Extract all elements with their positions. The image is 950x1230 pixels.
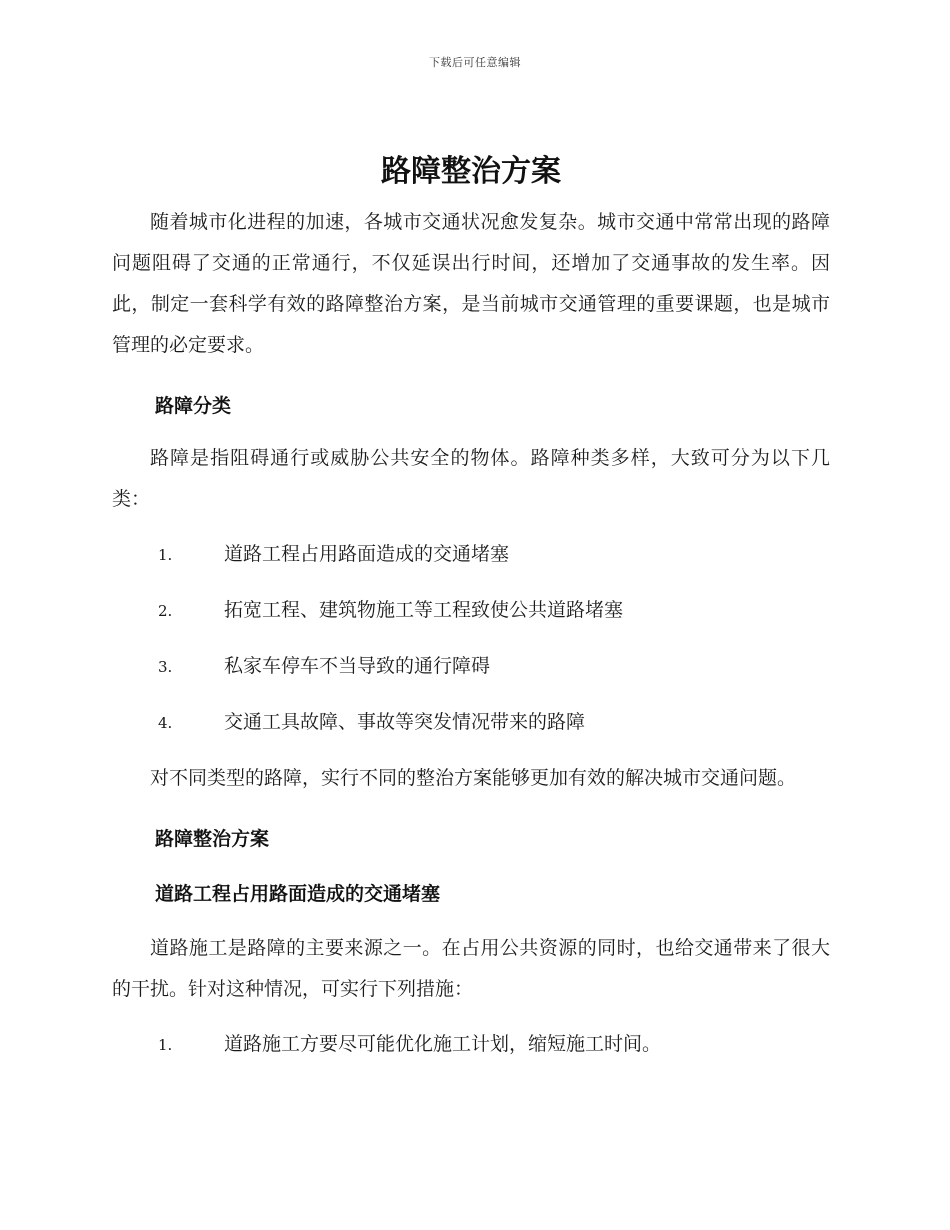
list-item-text: 私家车停车不当导致的通行障碍 xyxy=(224,655,491,677)
list-item-number: 4. xyxy=(158,714,173,732)
list-item-number: 1. xyxy=(158,546,173,564)
classification-paragraph: 路障是指阻碍通行或威胁公共安全的物体。路障种类多样，大致可分为以下几类： xyxy=(112,447,830,510)
list-item xyxy=(112,540,830,569)
list-item xyxy=(112,596,830,625)
classification-list xyxy=(112,540,830,737)
header-note: 下载后可任意编辑 xyxy=(429,56,521,69)
list-item xyxy=(112,1030,830,1059)
list-item-number: 1. xyxy=(158,1036,173,1054)
section-heading-remediation: 路障整治方案 xyxy=(155,828,270,850)
list-item xyxy=(112,708,830,737)
list-item-text: 交通工具故障、事故等突发情况带来的路障 xyxy=(224,711,586,733)
road-works-measures-list xyxy=(112,1030,830,1059)
intro-paragraph: 随着城市化进程的加速，各城市交通状况愈发复杂。城市交通中常常出现的路障问题阻碍了交通的正常通行，不仅延误出行时间，还增加了交通事故的发生率。因此，制定一套科学有效的路障整治方案，是当前城市交通管理的重要课题，也是城市管理的必定要求。 xyxy=(112,211,830,356)
list-item-text: 道路施工方要尽可能优化施工计划，缩短施工时间。 xyxy=(224,1033,662,1055)
classification-conclusion: 对不同类型的路障，实行不同的整治方案能够更加有效的解决城市交通问题。 xyxy=(150,767,797,789)
road-works-paragraph: 道路施工是路障的主要来源之一。在占用公共资源的同时，也给交通带来了很大的干扰。针对这种情况，可实行下列措施： xyxy=(112,937,830,1000)
subsection-heading-road-works: 道路工程占用路面造成的交通堵塞 xyxy=(155,883,441,905)
document-body xyxy=(112,148,830,1059)
list-item-text: 拓宽工程、建筑物施工等工程致使公共道路堵塞 xyxy=(224,599,624,621)
list-item-text: 道路工程占用路面造成的交通堵塞 xyxy=(224,543,510,565)
list-item xyxy=(112,652,830,681)
list-item-number: 2. xyxy=(158,602,173,620)
document-title: 路障整治方案 xyxy=(381,154,561,189)
section-heading-classification: 路障分类 xyxy=(155,395,232,417)
list-item-number: 3. xyxy=(158,658,173,676)
